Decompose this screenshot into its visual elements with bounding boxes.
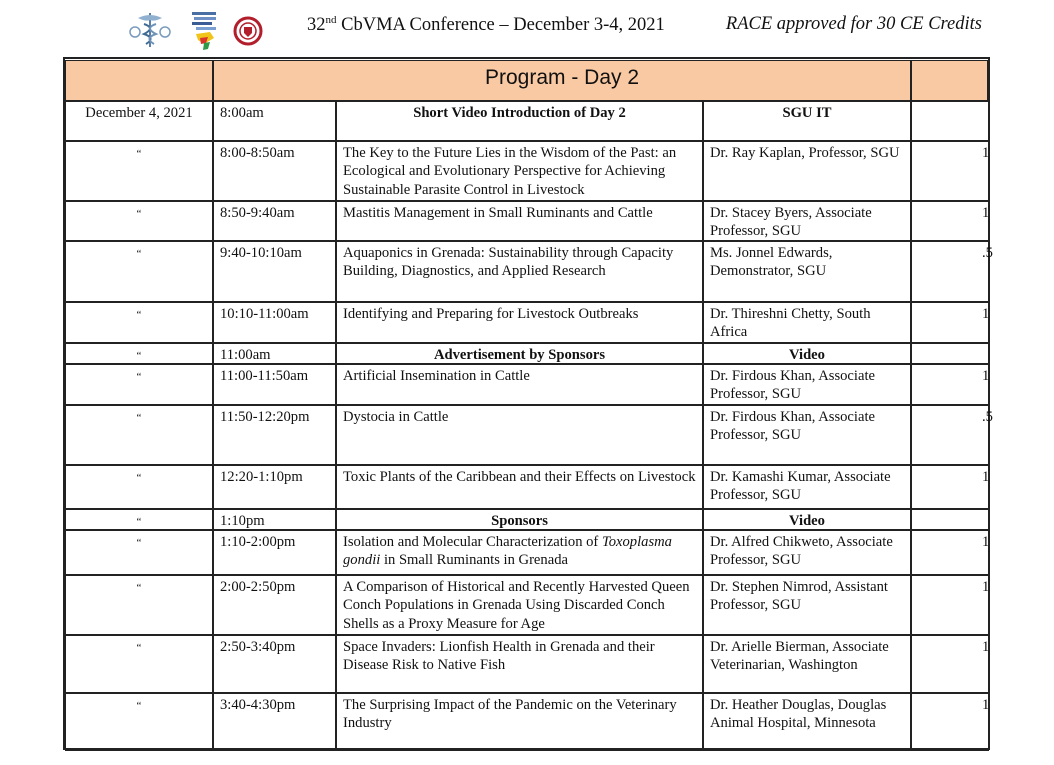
session-speaker: Dr. Ray Kaplan, Professor, SGU xyxy=(703,141,911,201)
session-time: 12:20-1:10pm xyxy=(213,465,336,509)
session-date: “ xyxy=(65,509,213,530)
session-time: 11:00-11:50am xyxy=(213,364,336,405)
session-date: “ xyxy=(65,575,213,635)
title-left-cell xyxy=(65,60,213,101)
caribbean-map-logo xyxy=(190,10,220,52)
session-time: 1:10-2:00pm xyxy=(213,530,336,575)
session-time: 10:10-11:00am xyxy=(213,302,336,343)
session-speaker: Dr. Thireshni Chetty, South Africa xyxy=(703,302,911,343)
session-credits: 1 xyxy=(911,302,989,343)
session-title: The Surprising Impact of the Pandemic on the Veterinary Industry xyxy=(336,693,703,751)
session-credits: 1 xyxy=(911,635,989,693)
session-credits: .5 xyxy=(911,241,989,302)
session-title: Advertisement by Sponsors xyxy=(336,343,703,364)
conference-ordinal: nd xyxy=(325,14,337,26)
session-date: “ xyxy=(65,241,213,302)
session-title: Aquaponics in Grenada: Sustainability through Capacity Building, Diagnostics, and Applied Research xyxy=(336,241,703,302)
session-title: Sponsors xyxy=(336,509,703,530)
session-title-text: Isolation and Molecular Characterization of xyxy=(343,534,602,550)
session-time: 1:10pm xyxy=(213,509,336,530)
program-grid xyxy=(65,59,993,748)
session-time: 2:50-3:40pm xyxy=(213,635,336,693)
session-time: 11:50-12:20pm xyxy=(213,405,336,465)
session-title: Artificial Insemination in Cattle xyxy=(336,364,703,405)
session-speaker: Dr. Heather Douglas, Douglas Animal Hospital, Minnesota xyxy=(703,693,911,751)
session-title-species: Toxoplasma gondii xyxy=(343,534,672,569)
session-speaker: Dr. Kamashi Kumar, Associate Professor, SGU xyxy=(703,465,911,509)
university-seal-logo xyxy=(233,16,263,46)
session-title: Space Invaders: Lionfish Health in Grenada and their Disease Risk to Native Fish xyxy=(336,635,703,693)
session-credits xyxy=(911,343,989,364)
session-title: Short Video Introduction of Day 2 xyxy=(336,101,703,141)
session-title: Dystocia in Cattle xyxy=(336,405,703,465)
session-date: “ xyxy=(65,530,213,575)
conference-title xyxy=(307,14,665,36)
session-credits: .5 xyxy=(911,405,989,465)
session-speaker: Ms. Jonnel Edwards, Demonstrator, SGU xyxy=(703,241,911,302)
session-speaker: Video xyxy=(703,509,911,530)
session-credits: 1 xyxy=(911,201,989,241)
session-title: Mastitis Management in Small Ruminants and Cattle xyxy=(336,201,703,241)
session-speaker: Video xyxy=(703,343,911,364)
session-date: “ xyxy=(65,141,213,201)
session-date: December 4, 2021 xyxy=(65,101,213,141)
conference-name: CbVMA Conference – December 3-4, 2021 xyxy=(336,15,665,36)
session-title: Toxic Plants of the Caribbean and their Effects on Livestock xyxy=(336,465,703,509)
session-time: 8:00am xyxy=(213,101,336,141)
conference-number: 32 xyxy=(307,15,326,36)
session-credits xyxy=(911,101,989,141)
session-credits: 1 xyxy=(911,575,989,635)
session-title-text: in Small Ruminants in Grenada xyxy=(380,552,568,569)
session-speaker: Dr. Alfred Chikweto, Associate Professor, SGU xyxy=(703,530,911,575)
session-date: “ xyxy=(65,302,213,343)
caduceus-emblem-logo xyxy=(128,10,172,50)
header-logos xyxy=(128,10,268,52)
session-time: 9:40-10:10am xyxy=(213,241,336,302)
session-date: “ xyxy=(65,405,213,465)
title-right-cell xyxy=(911,60,988,101)
session-time: 3:40-4:30pm xyxy=(213,693,336,751)
session-title: Identifying and Preparing for Livestock Outbreaks xyxy=(336,302,703,343)
program-title: Program - Day 2 xyxy=(213,60,911,101)
session-date: “ xyxy=(65,201,213,241)
race-credits-note: RACE approved for 30 CE Credits xyxy=(725,14,982,34)
session-title: A Comparison of Historical and Recently Harvested Queen Conch Populations in Grenada Using Discarded Conch Shells as a Proxy Measure for Age xyxy=(336,575,703,635)
session-credits: 1 xyxy=(911,693,989,751)
session-credits: 1 xyxy=(911,364,989,405)
session-date: “ xyxy=(65,693,213,751)
session-speaker: SGU IT xyxy=(703,101,911,141)
session-speaker: Dr. Stephen Nimrod, Assistant Professor, SGU xyxy=(703,575,911,635)
session-date: “ xyxy=(65,635,213,693)
session-title xyxy=(336,530,703,575)
program-table xyxy=(63,57,993,750)
session-time: 8:50-9:40am xyxy=(213,201,336,241)
session-date: “ xyxy=(65,364,213,405)
session-date: “ xyxy=(65,343,213,364)
session-speaker: Dr. Firdous Khan, Associate Professor, SGU xyxy=(703,405,911,465)
session-time: 11:00am xyxy=(213,343,336,364)
session-title: The Key to the Future Lies in the Wisdom of the Past: an Ecological and Evolutionary Perspective for Achieving Sustainable Parasite Control in Livestock xyxy=(336,141,703,201)
session-speaker: Dr. Arielle Bierman, Associate Veterinarian, Washington xyxy=(703,635,911,693)
session-credits: 1 xyxy=(911,530,989,575)
session-speaker: Dr. Stacey Byers, Associate Professor, SGU xyxy=(703,201,911,241)
session-credits: 1 xyxy=(911,141,989,201)
session-credits: 1 xyxy=(911,465,989,509)
session-time: 2:00-2:50pm xyxy=(213,575,336,635)
session-credits xyxy=(911,509,989,530)
session-time: 8:00-8:50am xyxy=(213,141,336,201)
session-speaker: Dr. Firdous Khan, Associate Professor, SGU xyxy=(703,364,911,405)
session-date: “ xyxy=(65,465,213,509)
